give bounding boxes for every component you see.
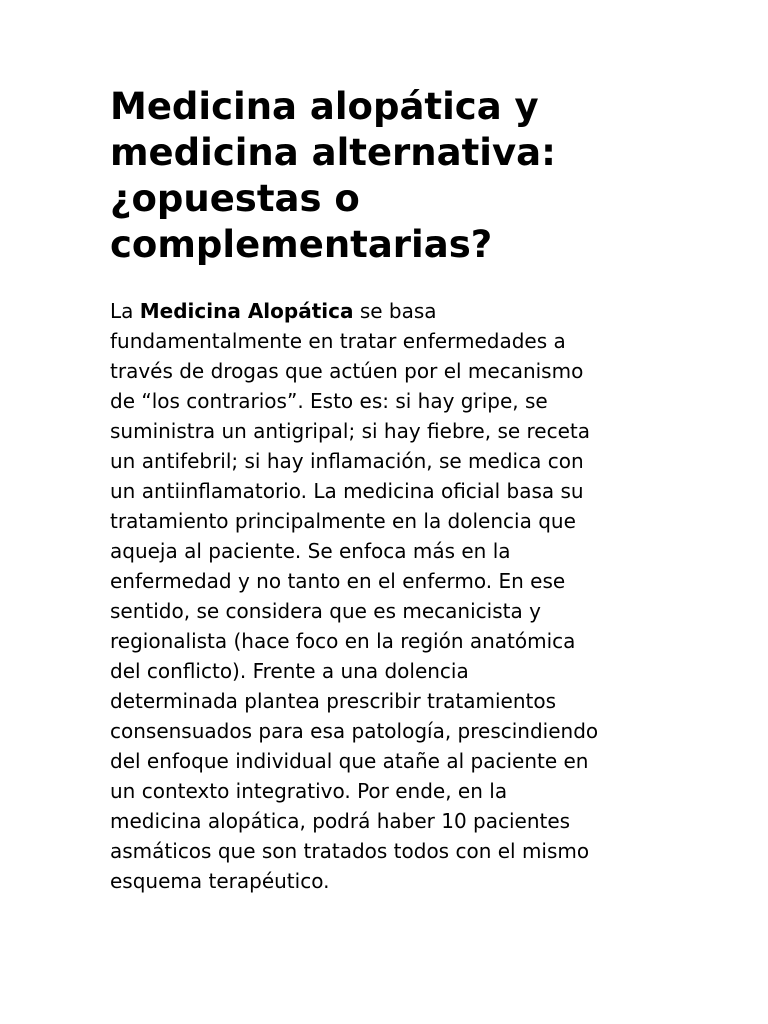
body-line: través de drogas que actúen por el mecanismo [110,359,584,383]
body-line: enfermedad y no tanto en el enfermo. En ese [110,569,566,593]
intro-bold-term: Medicina Alopática [139,299,354,323]
body-line: regionalista (hace foco en la región anatómica [110,629,576,653]
title-line: medicina alternativa: [110,131,556,174]
body-line: determinada plantea prescribir tratamientos [110,689,556,713]
title-line: ¿opuestas o [110,177,360,220]
body-line: esquema terapéutico. [110,869,330,893]
body-line: aqueja al paciente. Se enfoca más en la [110,539,511,563]
body-line: de “los contrarios”. Esto es: si hay gripe, se [110,389,548,413]
title-line: Medicina alopática y [110,85,539,128]
body-line: sentido, se considera que es mecanicista y [110,599,541,623]
body-line: un antifebril; si hay inflamación, se medica con [110,449,584,473]
intro-prefix: La [110,299,140,323]
body-line: tratamiento principalmente en la dolencia que [110,509,576,533]
intro-suffix: se basa [353,299,437,323]
body-first-line [110,296,710,326]
body-line: fundamentalmente en tratar enfermedades a [110,329,566,353]
body-paragraph [110,296,710,896]
title-line: complementarias? [110,223,493,266]
body-line: asmáticos que son tratados todos con el mismo [110,839,590,863]
body-line: medicina alopática, podrá haber 10 pacientes [110,809,571,833]
body-line: un antiinflamatorio. La medicina oficial basa su [110,479,584,503]
body-line: del enfoque individual que atañe al paciente en [110,749,589,773]
body-line: del conflicto). Frente a una dolencia [110,659,469,683]
document-title [110,84,710,268]
body-line: consensuados para esa patología, prescindiendo [110,719,599,743]
body-line: suministra un antigripal; si hay fiebre, se receta [110,419,591,443]
body-line: un contexto integrativo. Por ende, en la [110,779,508,803]
